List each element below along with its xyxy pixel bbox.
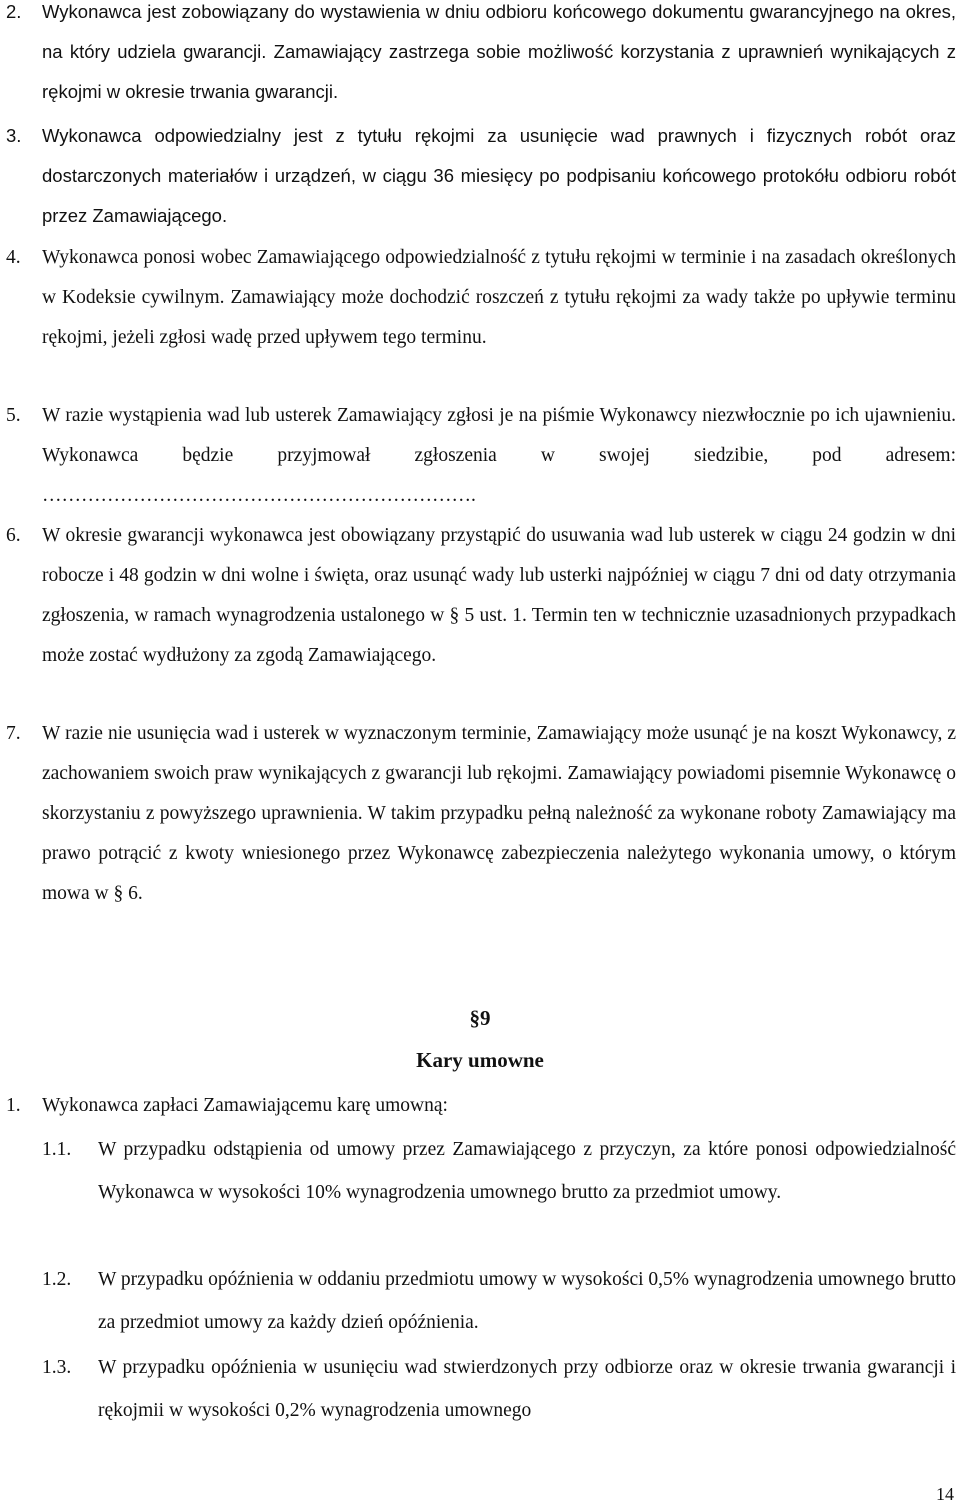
subitem-number: 1.2. bbox=[42, 1269, 72, 1290]
item-number: 2. bbox=[6, 1, 22, 22]
section-title: Kary umowne bbox=[416, 1048, 544, 1072]
subitem-number: 1.1. bbox=[42, 1139, 72, 1160]
item-text: W razie wystąpienia wad lub usterek Zamawiający zgłosi je na piśmie Wykonawcy niezwłocznie po ich ujawnieniu. Wykonawca będzie przyjmował zgłoszenia w swojej siedzibie, pod adresem: …………………………………………………………. bbox=[42, 405, 956, 506]
item-number: 3. bbox=[6, 125, 22, 146]
item-text: W razie nie usunięcia wad i usterek w wyznaczonym terminie, Zamawiający może usunąć je na koszt Wykonawcy, z zachowaniem swoich praw wynikających z gwarancji lub rękojmi. Zamawiający powiadomi pisemnie Wykonawcę o skorzystaniu z powyższego uprawnienia. W takim przypadku pełną należność za wykonane roboty Zamawiający ma prawo potrącić z kwoty wniesionego przez Wykonawcę zabezpieczenia należytego wykonania umowy, o którym mowa w § 6. bbox=[42, 723, 956, 904]
item-number: 6. bbox=[6, 525, 21, 546]
section-sign: §9 bbox=[469, 1006, 491, 1030]
item-text: Wykonawca odpowiedzialny jest z tytułu rękojmi za usunięcie wad prawnych i fizycznych robót oraz dostarczonych materiałów i urządzeń, w ciągu 36 miesięcy po podpisaniu końcowego protokółu odbioru robót przez Zamawiającego. bbox=[42, 125, 956, 226]
list-item bbox=[6, 516, 956, 676]
item-text: Wykonawca ponosi wobec Zamawiającego odpowiedzialność z tytułu rękojmi w terminie i na zasadach określonych w Kodeksie cywilnym. Zamawiający może dochodzić roszczeń z tytułu rękojmi za wady także po upływie terminu rękojmi, jeżeli zgłosi wadę przed upływem tego terminu. bbox=[42, 247, 956, 348]
page-number: 14 bbox=[936, 1484, 954, 1504]
item-number: 4. bbox=[6, 247, 21, 268]
penalty-subitem bbox=[42, 1128, 956, 1214]
item-number: 1. bbox=[6, 1095, 21, 1116]
list-item bbox=[6, 396, 956, 516]
subitem-number: 1.3. bbox=[42, 1357, 72, 1378]
list-item bbox=[6, 238, 956, 358]
item-number: 7. bbox=[6, 723, 21, 744]
list-item bbox=[6, 714, 956, 914]
subitem-text: W przypadku opóźnienia w usunięciu wad stwierdzonych przy odbiorze oraz w okresie trwania gwarancji i rękojmii w wysokości 0,2% wynagrodzenia umownego bbox=[98, 1357, 956, 1421]
list-item bbox=[6, 116, 956, 236]
item-text: Wykonawca zapłaci Zamawiającemu karę umowną: bbox=[42, 1095, 448, 1116]
list-item bbox=[6, 0, 956, 112]
item-text: Wykonawca jest zobowiązany do wystawienia w dniu odbioru końcowego dokumentu gwarancyjnego na okres, na który udziela gwarancji. Zamawiający zastrzega sobie możliwość korzystania z uprawnień wynikających z rękojmi w okresie trwania gwarancji. bbox=[42, 1, 956, 102]
penalty-subitem bbox=[42, 1258, 956, 1344]
penalty-subitem bbox=[42, 1346, 956, 1432]
subitem-text: W przypadku odstąpienia od umowy przez Zamawiającego z przyczyn, za które ponosi odpowiedzialność Wykonawca w wysokości 10% wynagrodzenia umownego brutto za przedmiot umowy. bbox=[98, 1139, 956, 1203]
penalty-intro bbox=[6, 1086, 956, 1126]
item-number: 5. bbox=[6, 405, 21, 426]
item-text: W okresie gwarancji wykonawca jest obowiązany przystąpić do usuwania wad lub usterek w ciągu 24 godzin w dni robocze i 48 godzin w dni wolne i święta, oraz usunąć wady lub usterki najpóźniej w ciągu 7 dni od daty otrzymania zgłoszenia, w ramach wynagrodzenia ustalonego w § 5 ust. 1. Termin ten w technicznie uzasadnionych przypadkach może zostać wydłużony za zgodą Zamawiającego. bbox=[42, 525, 956, 666]
subitem-text: W przypadku opóźnienia w oddaniu przedmiotu umowy w wysokości 0,5% wynagrodzenia umownego brutto za przedmiot umowy za każdy dzień opóźnienia. bbox=[98, 1269, 956, 1333]
